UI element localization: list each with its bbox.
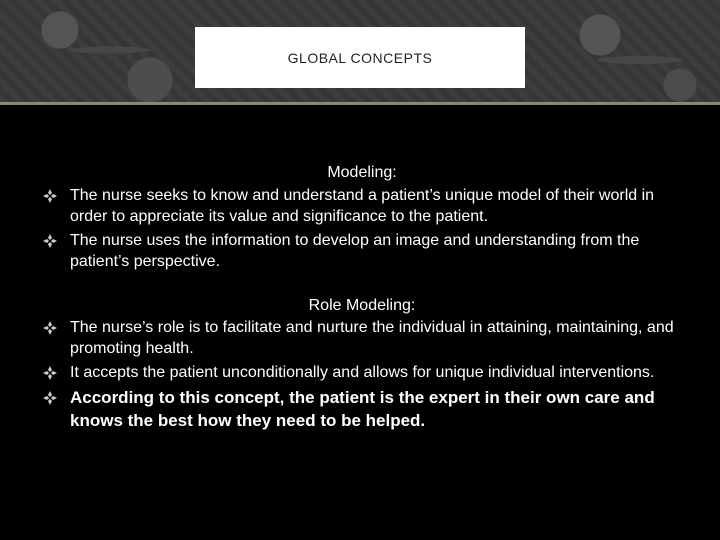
diamond-bullet-icon	[42, 390, 58, 406]
list-item	[42, 185, 682, 227]
diamond-bullet-icon	[42, 233, 58, 249]
bullet-list-modeling	[42, 185, 682, 272]
bullet-text: It accepts the patient unconditionally and allows for unique individual interventions.	[70, 364, 655, 381]
slide-content	[42, 162, 682, 435]
list-item	[42, 386, 682, 432]
title-box	[195, 27, 525, 88]
diamond-bullet-icon	[42, 320, 58, 336]
list-item	[42, 362, 682, 383]
bullet-list-role-modeling	[42, 317, 682, 432]
bullet-text: The nurse uses the information to develop an image and understanding from the patient’s perspective.	[70, 232, 640, 270]
header-divider	[0, 102, 720, 105]
bullet-text: According to this concept, the patient is the expert in their own care and knows the best how they need to be helped.	[70, 388, 655, 430]
section-heading-modeling: Modeling:	[327, 164, 397, 181]
list-item	[42, 317, 682, 359]
slide-title: GLOBAL CONCEPTS	[287, 49, 433, 66]
section-heading-role-modeling: Role Modeling:	[308, 297, 416, 314]
bullet-text: The nurse’s role is to facilitate and nurture the individual in attaining, maintaining, and promoting health.	[70, 319, 674, 357]
diamond-bullet-icon	[42, 365, 58, 381]
bullet-text: The nurse seeks to know and understand a patient’s unique model of their world in order to appreciate its value and significance to the patient.	[70, 187, 655, 225]
list-item	[42, 230, 682, 272]
diamond-bullet-icon	[42, 188, 58, 204]
